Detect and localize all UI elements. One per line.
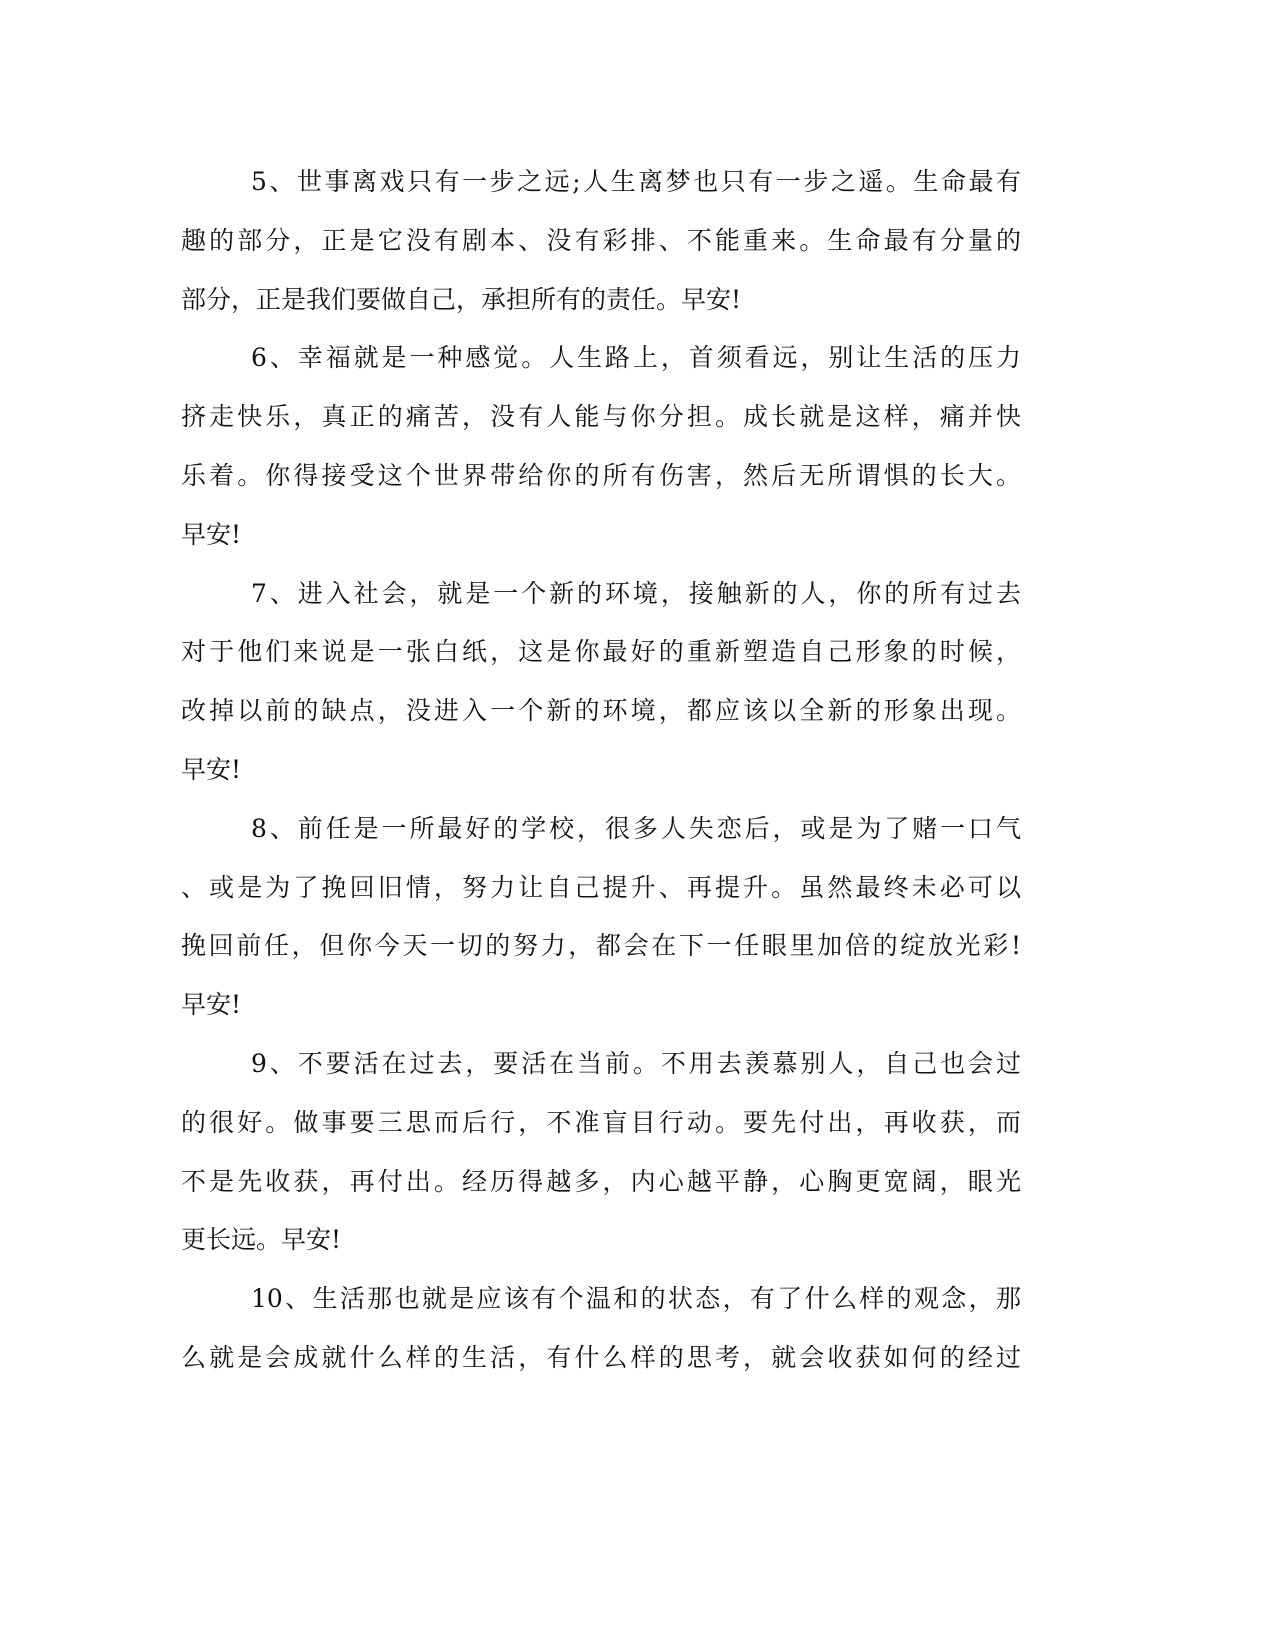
text-line: 6、幸福就是一种感觉。人生路上，首须看远，别让生活的压力: [251, 343, 1021, 373]
text-line: 7、进入社会，就是一个新的环境，接触新的人，你的所有过去: [251, 578, 1021, 608]
text-line: 改掉以前的缺点，没进入一个新的环境，都应该以全新的形象出现。: [181, 696, 1021, 726]
text-line: 5、世事离戏只有一步之远;人生离梦也只有一步之遥。生命最有: [251, 167, 1021, 196]
text-line: 更长远。早安!: [181, 1225, 342, 1255]
text-line: 早安!: [181, 519, 242, 549]
text-line: 10、生活那也就是应该有个温和的状态，有了什么样的观念，那: [251, 1284, 1021, 1314]
text-line: 对于他们来说是一张白纸，这是你最好的重新塑造自己形象的时候，: [181, 637, 1021, 667]
text-line: 早安!: [181, 754, 242, 784]
paragraph: [181, 1280, 1021, 1398]
paragraph: [181, 339, 1021, 574]
paragraph: [181, 163, 1021, 339]
text-line: 8、前任是一所最好的学校，很多人失恋后，或是为了赌一口气: [251, 813, 1021, 843]
text-line: 趣的部分，正是它没有剧本、没有彩排、不能重来。生命最有分量的: [181, 225, 1021, 255]
paragraph: [181, 810, 1021, 1045]
text-line: 挽回前任，但你今天一切的努力，都会在下一任眼里加倍的绽放光彩!: [181, 931, 1021, 961]
text-line: 么就是会成就什么样的生活，有什么样的思考，就会收获如何的经过: [181, 1342, 1021, 1372]
text-line: 早安!: [181, 990, 242, 1020]
text-line: 乐着。你得接受这个世界带给你的所有伤害，然后无所谓惧的长大。: [181, 460, 1021, 490]
text-line: 的很好。做事要三思而后行，不准盲目行动。要先付出，再收获，而: [181, 1107, 1021, 1137]
text-line: 不是先收获，再付出。经历得越多，内心越平静，心胸更宽阔，眼光: [181, 1166, 1021, 1196]
text-line: 挤走快乐，真正的痛苦，没有人能与你分担。成长就是这样，痛并快: [181, 402, 1021, 432]
text-line: 部分，正是我们要做自己，承担所有的责任。早安!: [181, 284, 742, 314]
text-line: 、或是为了挽回旧情，努力让自己提升、再提升。虽然最终未必可以: [181, 872, 1021, 902]
text-line: 9、不要活在过去，要活在当前。不用去羡慕别人，自己也会过: [251, 1048, 1021, 1078]
paragraph: [181, 1045, 1021, 1280]
document-body: [181, 163, 1021, 1398]
paragraph: [181, 575, 1021, 810]
